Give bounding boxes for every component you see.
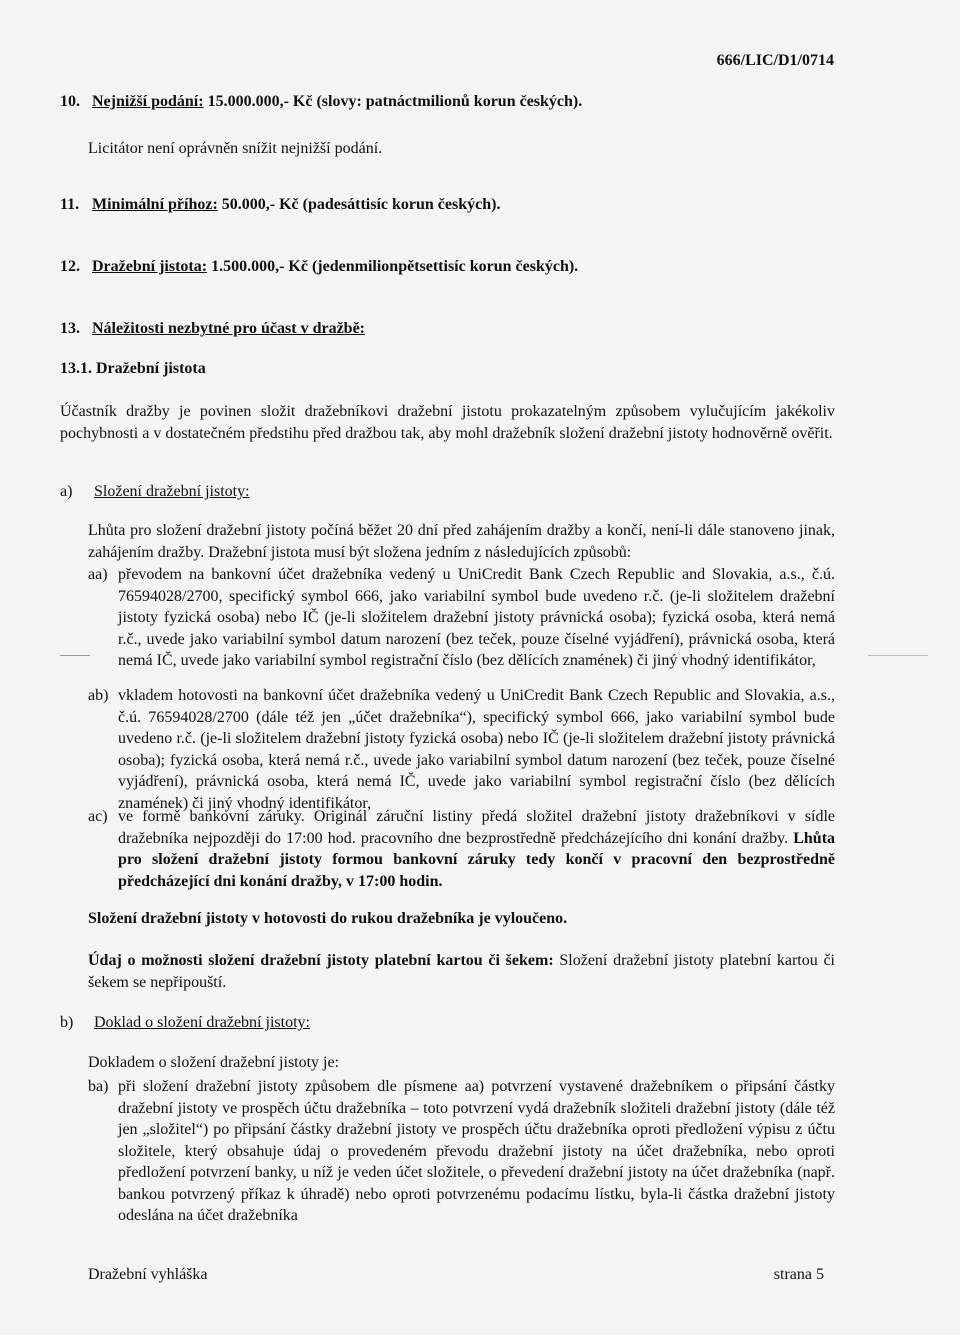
- subsection-a-paragraph: Lhůta pro složení dražební jistoty počíná běžet 20 dní před zahájením dražby a končí, není-li dále stanoveno jinak, zahájením dražby. Dražební jistota musí být složena jedním z následujících způsobů:: [88, 522, 835, 561]
- item-ac-bold-text: Lhůta pro složení dražební jistoty formou bankovní záruky tedy končí v pracovní den bezprostředně předcházející dni konání dražby, v 17:00 hodin.: [118, 829, 836, 890]
- page-number: strana 5: [773, 1266, 824, 1283]
- section-13-1-title: 13.1. Dražební jistota: [60, 360, 206, 377]
- section-11-text: 50.000,- Kč (padesáttisíc korun českých).: [221, 196, 501, 213]
- subsection-a: a) Složení dražební jistoty:: [60, 483, 250, 500]
- section-10-heading: Nejnižší podání:: [92, 93, 204, 110]
- item-ba: ba) při složení dražební jistoty způsobem dle písmene aa) potvrzení vystavené dražebníkem o připsání částky dražební jistoty ve prospěch účtu dražebníka – toto potvrzení vydá dražebník složiteli dražební jistoty (dále též jen „složitel“) po připsání částky dražební jistoty ve prospěch účtu dražebníka oproti předložení výpisu z účtu složitele, který obsahuje údaj o provedeném převodu dražební jistoty na účet dražebníka, nebo oproti předložení potvrzení banky, u níž je veden účet složitele, o převedení dražební jistoty na účet dražebníka (např. bankou potvrzený příkaz k úhradě) nebo oproti potvrzenému podacímu lístku, byla-li částka dražební jistoty odeslána na účet dražebníka: [88, 1076, 835, 1227]
- cash-note: Složení dražební jistoty v hotovosti do rukou dražebníka je vyloučeno.: [88, 910, 568, 927]
- section-13-1-paragraph: Účastník dražby je povinen složit dražebníkovi dražební jistotu prokazatelným způsobem vylučujícím jakékoliv pochybnosti a v dostatečném předstihu před dražbou tak, aby mohl dražebník složení dražební jistoty hodnověrně ověřit.: [60, 403, 835, 442]
- section-12-text: 1.500.000,- Kč (jedenmilionpětsettisíc korun českých).: [211, 258, 579, 275]
- section-10: 10. Nejnižší podání: 15.000.000,- Kč (slovy: patnáctmilionů korun českých).: [60, 93, 583, 110]
- section-10-text: 15.000.000,- Kč (slovy: patnáctmilionů korun českých).: [207, 93, 583, 110]
- section-11: 11. Minimální příhoz: 50.000,- Kč (padesáttisíc korun českých).: [60, 196, 501, 213]
- card-note-bold: Údaj o možnosti složení dražební jistoty platební kartou či šekem:: [88, 952, 554, 969]
- item-ba-text: při složení dražební jistoty způsobem dle písmene aa) potvrzení vystavené dražebníkem o připsání částky dražební jistoty ve prospěch účtu dražebníka – toto potvrzení vydá dražebník složiteli dražební jistoty (dále též jen „složitel“) po připsání částky dražební jistoty ve prospěch účtu dražebníka oproti předložení výpisu z účtu složitele, který obsahuje údaj o provedeném převodu dražební jistoty na účet dražebníka, nebo oproti předložení potvrzení banky, u níž je veden účet složitele, o převedení dražební jistoty na účet dražebníka (např. bankou potvrzený příkaz k úhradě) nebo oproti potvrzenému podacímu lístku, byla-li částka dražební jistoty odeslána na účet dražebníka: [118, 1078, 835, 1224]
- footer-title: Dražební vyhláška: [88, 1266, 208, 1283]
- subsection-b-intro: Dokladem o složení dražební jistoty je:: [88, 1054, 340, 1071]
- document-number: 666/LIC/D1/0714: [716, 52, 834, 69]
- item-aa: aa) převodem na bankovní účet dražebníka vedený u UniCredit Bank Czech Republic and Slovakia, a.s., č.ú. 76594028/2700, specifický symbol 666, jako variabilní symbol bude uvedeno r.č. (je-li složitelem dražební jistoty fyzická osoba) nebo IČ (je-li složitelem dražební jistoty právnická osoba); fyzická osoba, která nemá r.č., uvede jako variabilní symbol datum narození (bez teček, pouze číselné vyjádření), právnická osoba, která nemá IČ, uvede jako variabilní symbol registrační číslo (bez dělících znamének) či jiný vhodný identifikátor,: [88, 564, 835, 672]
- divider: [868, 655, 928, 656]
- item-ab: ab) vkladem hotovosti na bankovní účet dražebníka vedený u UniCredit Bank Czech Republic and Slovakia, a.s., č.ú. 76594028/2700 (dále též jen „účet dražebníka“), specifický symbol 666, jako variabilní symbol bude uvedeno r.č. (je-li složitelem dražební jistoty fyzická osoba) nebo IČ (je-li složitelem dražební jistoty právnická osoba); fyzická osoba, která nemá r.č., uvede jako variabilní symbol datum narození (bez teček, pouze číselné vyjádření), právnická osoba, která nemá IČ, uvede jako variabilní symbol registrační číslo (bez dělících znamének) či jiný vhodný identifikátor,: [88, 685, 835, 814]
- item-aa-text: převodem na bankovní účet dražebníka vedený u UniCredit Bank Czech Republic and Slovakia, a.s., č.ú. 76594028/2700, specifický symbol 666, jako variabilní symbol bude uvedeno r.č. (je-li složitelem dražební jistoty fyzická osoba) nebo IČ (je-li složitelem dražební jistoty právnická osoba); fyzická osoba, která nemá r.č., uvede jako variabilní symbol datum narození (bez teček, pouze číselné vyjádření), právnická osoba, která nemá IČ, uvede jako variabilní symbol registrační číslo (bez dělících znamének) či jiný vhodný identifikátor,: [118, 566, 835, 669]
- section-10-note: Licitátor není oprávněn snížit nejnižší podání.: [88, 140, 383, 157]
- item-ac-text: ve formě bankovní záruky. Originál záruční listiny předá složitel dražební jistoty dražebníkovi v sídle dražebníka nejpozději do 17:00 hod. pracovního dne bezprostředně předcházejícího dni konání dražby.: [118, 808, 835, 847]
- section-13-heading: Náležitosti nezbytné pro účast v dražbě:: [92, 320, 365, 337]
- card-note-text: Složení dražební jistoty platební kartou či šekem se nepřipouští.: [88, 952, 835, 991]
- divider: [60, 655, 90, 656]
- item-ab-text: vkladem hotovosti na bankovní účet dražebníka vedený u UniCredit Bank Czech Republic and Slovakia, a.s., č.ú. 76594028/2700 (dále též jen „účet dražebníka“), specifický symbol 666, jako variabilní symbol bude uvedeno r.č. (je-li složitelem dražební jistoty fyzická osoba) nebo IČ (je-li složitelem dražební jistoty právnická osoba); fyzická osoba, která nemá r.č., uvede jako variabilní symbol datum narození (bez teček, pouze číselné vyjádření), právnická osoba, která nemá IČ, uvede jako variabilní symbol registrační číslo (bez dělících znamének) či jiný vhodný identifikátor,: [118, 687, 835, 812]
- subsection-a-heading: Složení dražební jistoty:: [94, 483, 250, 500]
- subsection-b: b) Doklad o složení dražební jistoty:: [60, 1014, 310, 1031]
- section-13: 13. Náležitosti nezbytné pro účast v dražbě:: [60, 320, 365, 337]
- section-11-heading: Minimální příhoz:: [92, 196, 218, 213]
- item-ac: ac) ve formě bankovní záruky. Originál záruční listiny předá složitel dražební jistoty dražebníkovi v sídle dražebníka nejpozději do 17:00 hod. pracovního dne bezprostředně předcházejícího dni konání dražby. Lhůta pro složení dražební jistoty formou bankovní záruky tedy končí v pracovní den bezprostředně předcházející dni konání dražby, v 17:00 hodin.: [88, 808, 836, 890]
- subsection-b-heading: Doklad o složení dražební jistoty:: [94, 1014, 310, 1031]
- section-12: 12. Dražební jistota: 1.500.000,- Kč (jedenmilionpětsettisíc korun českých).: [60, 258, 579, 275]
- card-note: [88, 950, 835, 993]
- section-12-heading: Dražební jistota:: [92, 258, 208, 275]
